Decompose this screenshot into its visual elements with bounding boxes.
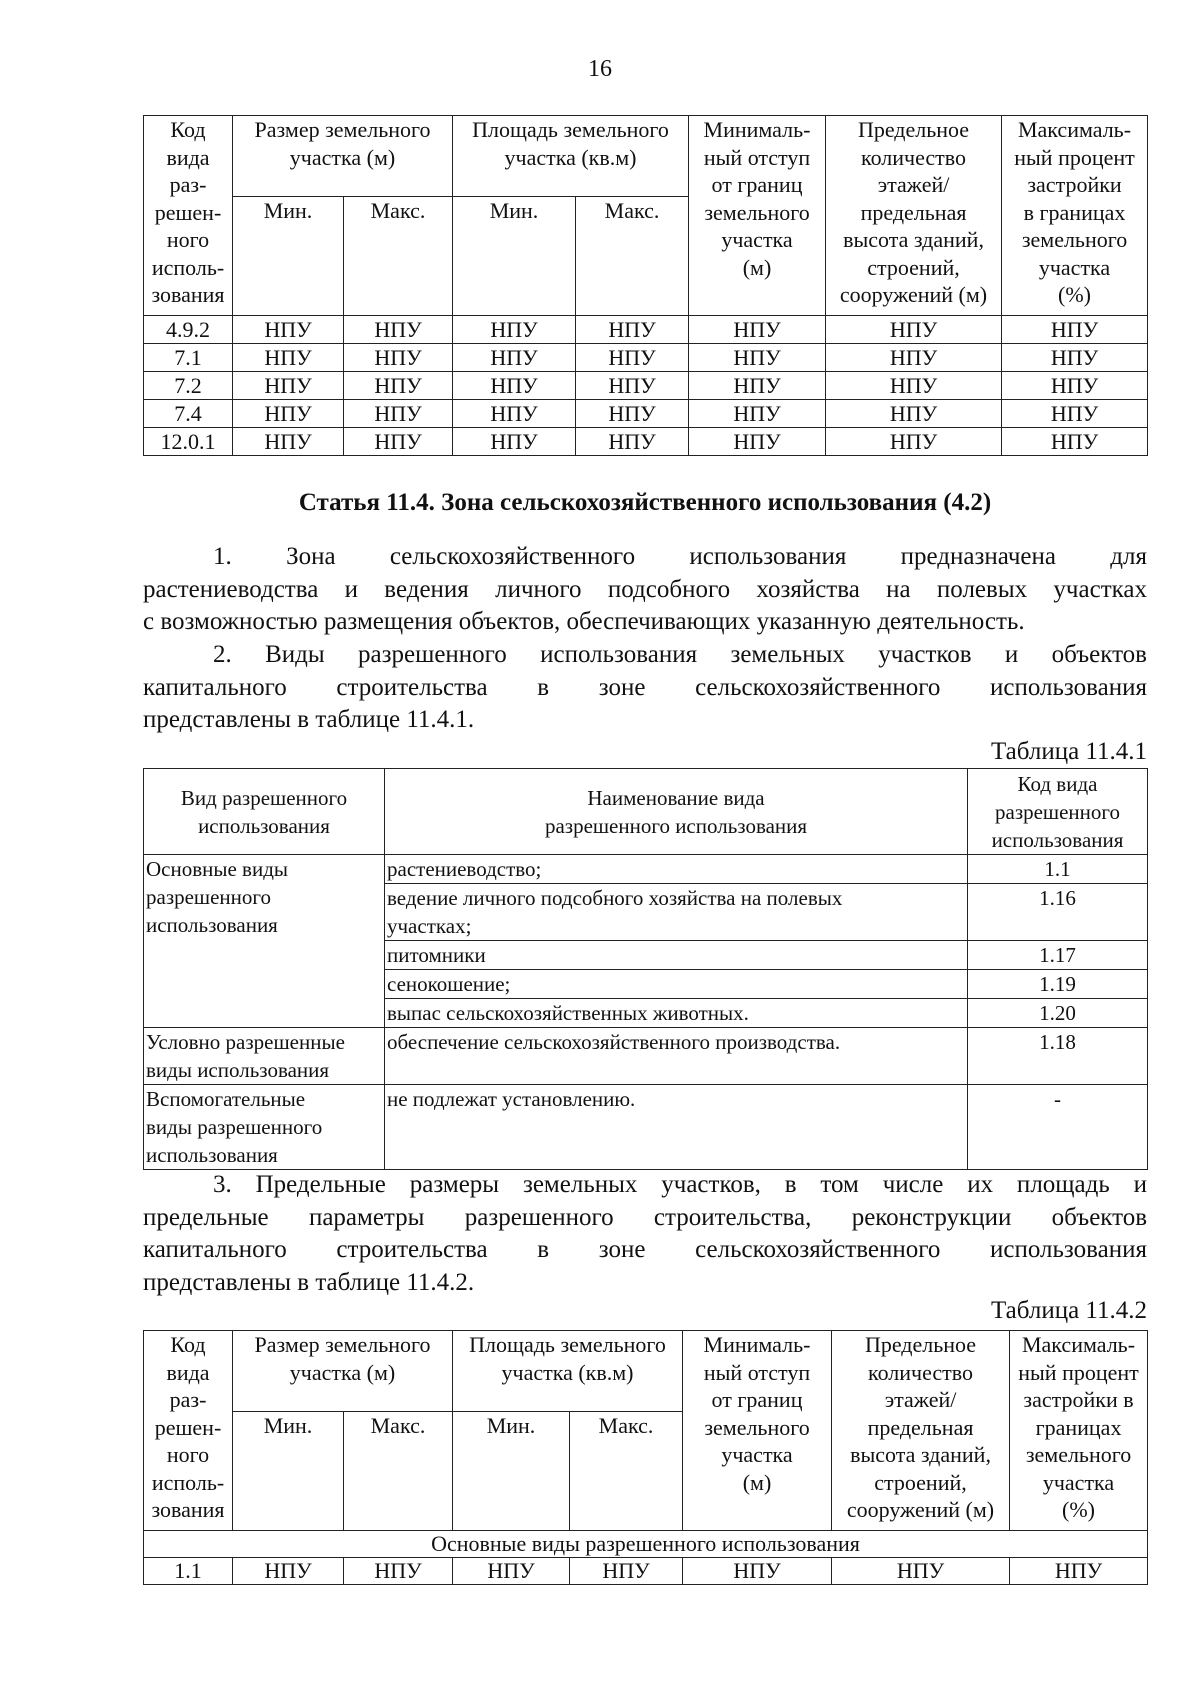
main-uses-group: Основные виды разрешенного использования xyxy=(144,855,385,1028)
table-row: 7.2 НПУ НПУ НПУ НПУ НПУ НПУ НПУ xyxy=(144,372,1148,400)
table-row: 7.4 НПУ НПУ НПУ НПУ НПУ НПУ НПУ xyxy=(144,400,1148,428)
header-floors: Предельное количество этажей/ предельная высота зданий, строений, сооружений (м) xyxy=(826,116,1002,316)
header-size-min: Мин. xyxy=(233,197,344,316)
header-code: Код вида раз- решен- ного исполь- зования xyxy=(144,1331,233,1531)
header-size-max: Макс. xyxy=(344,197,453,316)
header-size-max: Макс. xyxy=(344,1412,453,1531)
header-coverage: Максималь- ный процент застройки в границах земельного участка (%) xyxy=(1010,1331,1148,1531)
table-caption-11-4-2: Таблица 11.4.2 xyxy=(991,1297,1147,1324)
header-use-name: Наименование вида разрешенного использования xyxy=(385,769,968,855)
table-row: 12.0.1 НПУ НПУ НПУ НПУ НПУ НПУ НПУ xyxy=(144,428,1148,456)
land-parameters-table xyxy=(143,1330,1148,1585)
header-area-max: Макс. xyxy=(576,197,689,316)
header-use-type: Вид разрешенного использования xyxy=(144,769,385,855)
land-parameters-table-continued xyxy=(143,115,1148,456)
table-row: Основные виды разрешенного использования растениеводство; 1.1 xyxy=(144,855,1148,884)
table-row: Вспомогательные виды разрешенного использования не подлежат установлению. - xyxy=(144,1085,1148,1170)
header-size: Размер земельного участка (м) xyxy=(233,116,453,197)
header-area-min: Мин. xyxy=(453,1412,570,1531)
table-row: питомники 1.17 xyxy=(144,941,1148,970)
header-setback: Минималь- ный отступ от границ земельного участка (м) xyxy=(683,1331,832,1531)
header-area-max: Макс. xyxy=(570,1412,683,1531)
table-caption-11-4-1: Таблица 11.4.1 xyxy=(991,738,1147,765)
table-row: 4.9.2 НПУ НПУ НПУ НПУ НПУ НПУ НПУ xyxy=(144,316,1148,344)
article-heading: Статья 11.4. Зона сельскохозяйственного использования (4.2) xyxy=(298,489,992,516)
conditional-uses-group: Условно разрешенные виды использования xyxy=(144,1028,385,1085)
table-row: 7.1 НПУ НПУ НПУ НПУ НПУ НПУ НПУ xyxy=(144,344,1148,372)
paragraph-1: 1. Зона сельскохозяйственного использования предназначена для растениеводства и ведения личного подсобного хозяйства на полевых участках с возможностью размещения объектов, обеспечивающих указанную деятельность. xyxy=(143,543,1147,635)
paragraph-3: 3. Предельные размеры земельных участков, в том числе их площадь и предельные параметры разрешенного строительства, реконструкции объектов капитального строительства в зоне сельскохозяйственного использования представлены в таблице 11.4.2. xyxy=(143,1171,1147,1296)
table-row: сенокошение; 1.19 xyxy=(144,970,1148,999)
header-code: Код вида раз- решен- ного исполь- зования xyxy=(144,116,233,316)
page-number: 16 xyxy=(588,56,612,82)
paragraph-2: 2. Виды разрешенного использования земельных участков и объектов капитального строительства в зоне сельскохозяйственного использования представлены в таблице 11.4.1. xyxy=(143,641,1147,733)
table-row: ведение личного подсобного хозяйства на полевых участках; 1.16 xyxy=(144,884,1148,941)
header-size-min: Мин. xyxy=(233,1412,344,1531)
header-area: Площадь земельного участка (кв.м) xyxy=(453,1331,683,1412)
header-size: Размер земельного участка (м) xyxy=(233,1331,453,1412)
section-row-main-uses: Основные виды разрешенного использования xyxy=(144,1531,1148,1558)
auxiliary-uses-group: Вспомогательные виды разрешенного использования xyxy=(144,1085,385,1170)
header-coverage: Максималь- ный процент застройки в границах земельного участка (%) xyxy=(1002,116,1148,316)
table-row: выпас сельскохозяйственных животных. 1.20 xyxy=(144,999,1148,1028)
header-area: Площадь земельного участка (кв.м) xyxy=(453,116,689,197)
header-floors: Предельное количество этажей/ предельная высота зданий, строений, сооружений (м) xyxy=(832,1331,1010,1531)
header-setback: Минималь- ный отступ от границ земельного участка (м) xyxy=(689,116,826,316)
header-area-min: Мин. xyxy=(453,197,576,316)
table-row: 1.1 НПУ НПУ НПУ НПУ НПУ НПУ НПУ xyxy=(144,1558,1148,1585)
header-use-code: Код вида разрешенного использования xyxy=(968,769,1148,855)
table-row: Условно разрешенные виды использования обеспечение сельскохозяйственного производства. 1.18 xyxy=(144,1028,1148,1085)
permitted-uses-table xyxy=(143,768,1148,1170)
